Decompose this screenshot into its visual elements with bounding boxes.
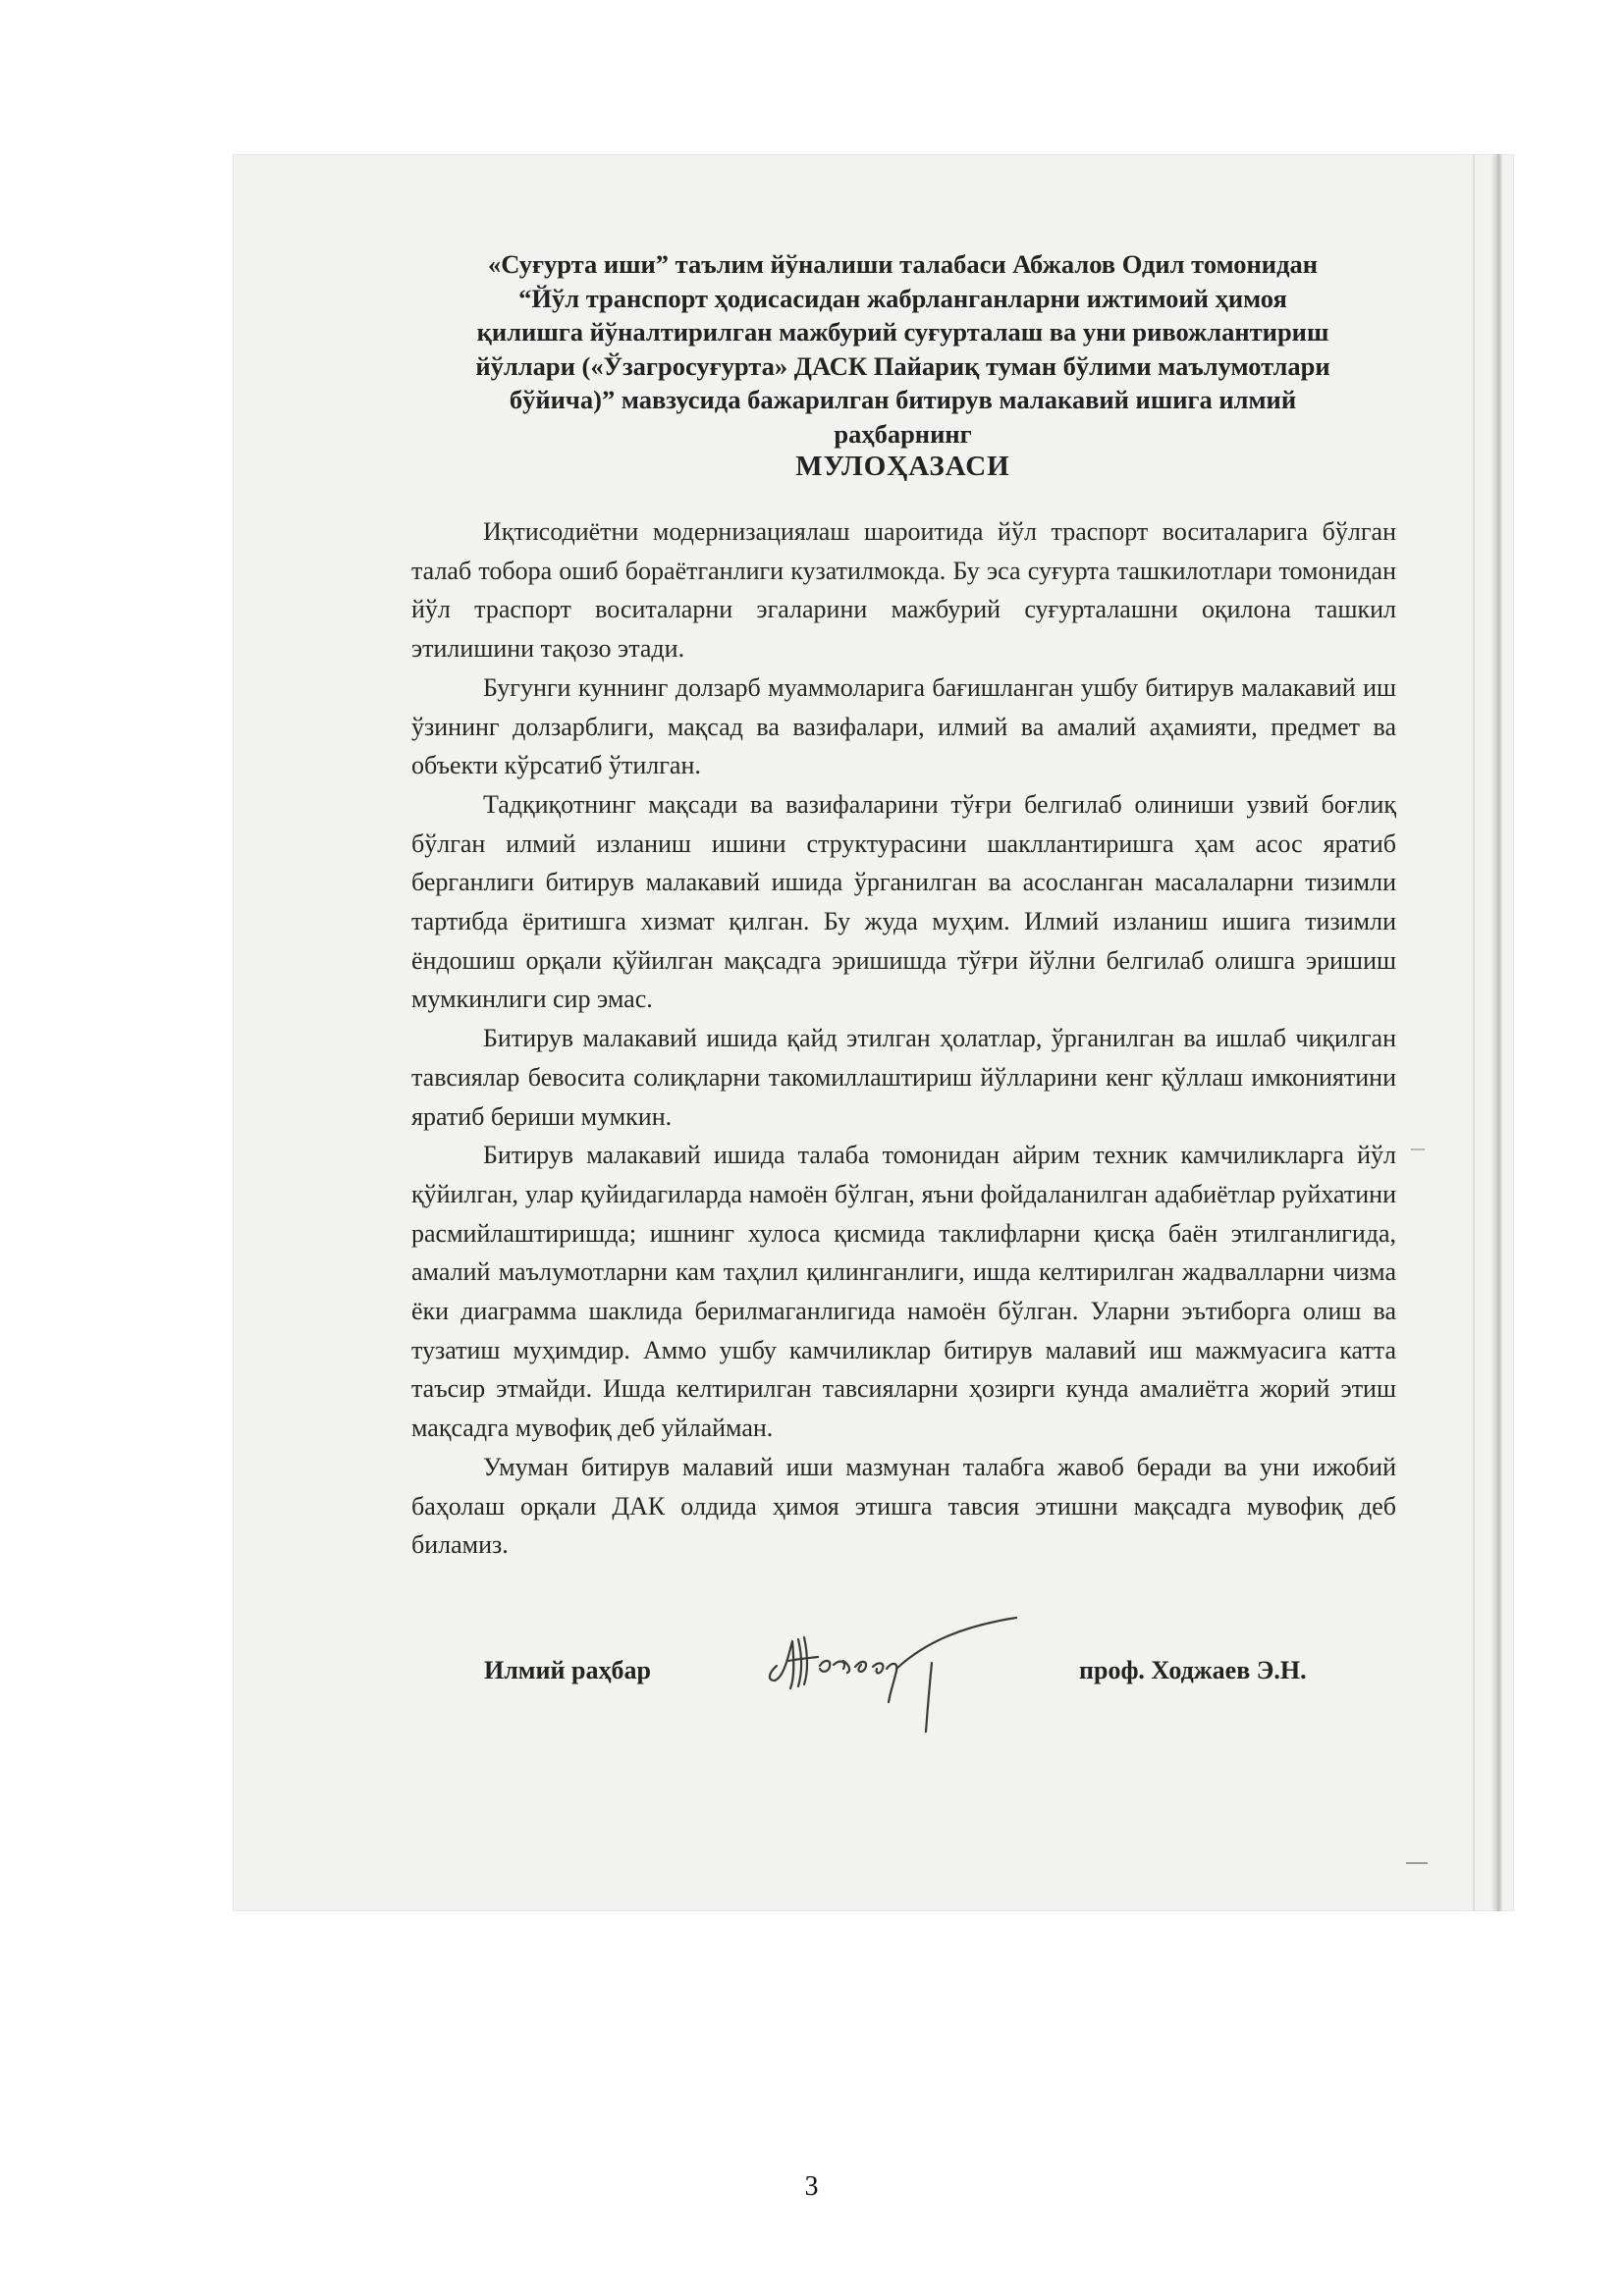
page-number: 3 <box>804 2171 819 2202</box>
paragraph: Умуман битирув малавий иши мазмунан талабга жавоб беради ва уни ижобий баҳолаш орқали ДАК олдида ҳимоя этишга тавсия этишни мақсадга мувофиқ деб биламиз. <box>411 1452 1396 1560</box>
document-heading: МУЛОҲАЗАСИ <box>795 451 1010 482</box>
signature-name: проф. Ходжаев Э.Н. <box>1079 1656 1307 1684</box>
title-line: бўйича)” мавзусида бажарилган битирув малакавий ишига илмий <box>509 385 1297 414</box>
scanned-document <box>233 154 1514 1911</box>
scan-edge-shadow <box>1473 154 1475 1911</box>
paragraph: Бугунги куннинг долзарб муаммоларига бағишланган ушбу битирув малакавий иш ўзининг долзарблиги, мақсад ва вазифалари, илмий ва амалий аҳамияти, предмет ва объекти кўрсатиб ўтилган. <box>411 672 1396 780</box>
paragraph: Битирув малакавий ишида қайд этилган ҳолатлар, ўрганилган ва ишлаб чиқилган тавсиялар бевосита солиқларни такомиллаштириш йўлларини кенг қўллаш имкониятини яратиб бериши мумкин. <box>411 1024 1396 1131</box>
document-body <box>411 512 1396 1565</box>
signature-label: Илмий раҳбар <box>484 1656 651 1684</box>
paragraph: Иқтисодиётни модернизациялаш шароитида йўл траспорт воситаларига бўлган талаб тобора ошиб бораётганлиги кузатилмокда. Бу эса суғурта ташкилотлари томонидан йўл траспорт воситаларни эгаларини мажбурий суғурталашни оқилона ташкил этилишини тақозо этади. <box>411 517 1396 664</box>
signature-block <box>484 1627 1466 1735</box>
title-line: “Йўл транспорт ҳодисасидан жабрланганларни ижтимоий ҳимоя <box>518 283 1287 313</box>
title-line: «Суғурта иши” таълим йўналиши талабаси Абжалов Одил томонидан <box>488 249 1318 279</box>
title-line: раҳбарнинг <box>834 418 972 449</box>
title-line: йўллари («Ўзагросуғурта» ДАСК Пайариқ туман бўлими маълумотлари <box>475 350 1330 381</box>
handwritten-signature <box>759 1612 1054 1739</box>
paragraph: Тадқиқотнинг мақсади ва вазифаларини тўғри белгилаб олиниши узвий боғлиқ бўлган илмий изланиш ишини структурасини шакллантиришга ҳам асос яратиб берганлиги битирув малакавий ишида ўрганилган ва асосланган масалаларни тизимли тартибда ёритишга хизмат қилган. Бу жуда муҳим. Илмий изланиш ишига тизимли ёндошиш орқали қўйилган мақсадга эришишда тўғри йўлни белгилаб олишга эришиш мумкинлиги сир эмас. <box>411 789 1396 1014</box>
paragraph: Битирув малакавий ишида талаба томонидан айрим техник камчиликларга йўл қўйилган, улар қуйидагиларда намоён бўлган, яъни фойдаланилган адабиётлар руйхатини расмийлаштиришда; ишнинг хулоса қисмида таклифларни қисқа баён этилганлигида, амалий маълумотларни кам таҳлил қилинганлиги, ишда келтирилган жадвалларни чизма ёки диаграмма шаклида берилмаганлигида намоён бўлган. Уларни эътиборга олиш ва тузатиш муҳимдир. Аммо ушбу камчиликлар битирув малавий иш мажмуасига катта таъсир этмайди. Ишда келтирилган тавсияларни ҳозирги кунда амалиётга жорий этиш мақсадга мувофиқ деб уйлайман. <box>411 1141 1396 1443</box>
document-title <box>409 247 1396 451</box>
scan-artifact <box>1411 1148 1425 1150</box>
scan-artifact <box>1406 1862 1428 1864</box>
title-line: қилишга йўналтирилган мажбурий суғурталаш ва уни ривожлантириш <box>476 317 1329 347</box>
scan-edge <box>1490 154 1502 1911</box>
